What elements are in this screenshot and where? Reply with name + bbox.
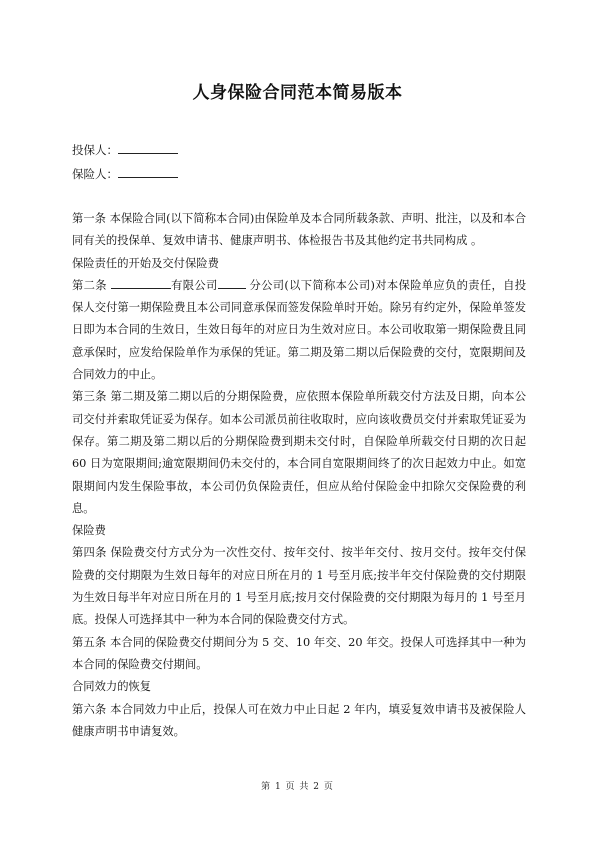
branch-name-blank bbox=[218, 276, 246, 289]
section-heading-reinstatement: 合同效力的恢复 bbox=[72, 680, 152, 694]
policyholder-line bbox=[72, 142, 178, 157]
article-6: 第六条 本合同效力中止后，投保人可在效力中止日起 2 年内，填妥复效申请书及被保险人健康声明书申请复效。 bbox=[72, 702, 526, 738]
insured-line bbox=[72, 166, 178, 181]
document-title: 人身保险合同范本简易版本 bbox=[192, 83, 403, 103]
page-footer: 第 1 页 共 2 页 bbox=[261, 782, 334, 792]
article-2 bbox=[72, 275, 526, 386]
section-heading-coverage-start: 保险责任的开始及交付保险费 bbox=[72, 256, 219, 270]
article-1: 第一条 本保险合同(以下简称本合同)由保险单及本合同所载条款、声明、批注，以及和本合同有关的投保单、复效申请书、健康声明书、体检报告书及其他约定书共同构成 。 bbox=[72, 212, 526, 248]
section-heading-premium: 保险费 bbox=[72, 524, 106, 538]
article-4: 第四条 保险费交付方式分为一次性交付、按年交付、按半年交付、按月交付。按年交付保险费的交付期限为生效日每年的对应日所在月的 1 号至月底;按半年交付保险费的交付期限为生效日每半年对应日所在月的 1 号至月底;按月交付保险费的交付期限为每月的 1 号至月底。投保人可选择其中一种为本合同的保险费交付方式。 bbox=[72, 546, 526, 627]
article-2-company-suffix: 有限公司 bbox=[170, 278, 218, 292]
policyholder-label: 投保人： bbox=[72, 143, 118, 157]
article-3: 第三条 第二期及第二期以后的分期保险费，应依照本保险单所载交付方法及日期，向本公司交付并索取凭证妥为保存。如本公司派员前往收取时，应向该收费员交付并索取凭证妥为保存。第二期及第二期以后的分期保险费到期未交付时，自保险单所载交付日期的次日起 60 日为宽限期间;逾宽限期间仍未交付的，本合同自宽限期间终了的次日起效力中止。如宽限期间内发生保险事故，本公司仍负保险责任，但应从给付保险金中扣除欠交保险费的利息。 bbox=[72, 390, 526, 515]
article-2-lead: 第二条 bbox=[72, 278, 111, 292]
document-body bbox=[72, 208, 526, 743]
insured-label: 保险人： bbox=[72, 167, 118, 181]
company-name-blank bbox=[111, 276, 171, 289]
policyholder-blank bbox=[118, 142, 178, 154]
article-5: 第五条 本合同的保险费交付期间分为 5 交、10 年交、20 年交。投保人可选择其中一种为本合同的保险费交付期间。 bbox=[72, 635, 526, 671]
insured-blank bbox=[118, 166, 178, 178]
article-2-text: 分公司(以下简称本公司)对本保险单应负的责任，自投保人交付第一期保险费且本公司同意承保而签发保险单时开始。除另有约定外，保险单签发日即为本合同的生效日，生效日每年的对应日为生效对应日。本公司收取第一期保险费且同意承保时，应发给保险单作为承保的凭证。第二期及第二期以后保险费的交付，宽限期间及合同效力的中止。 bbox=[72, 278, 526, 382]
